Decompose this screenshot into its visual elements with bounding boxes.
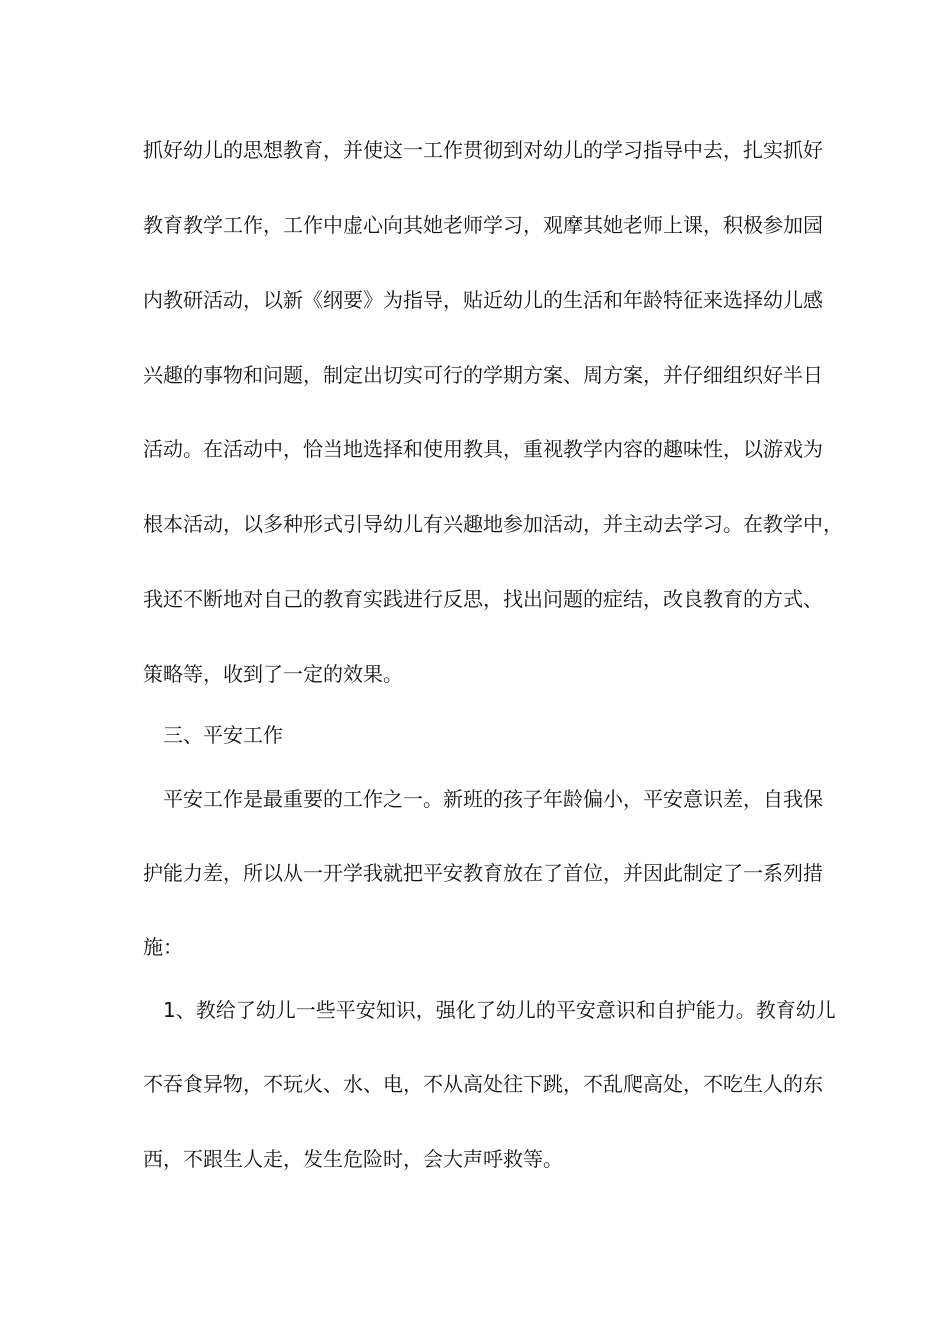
paragraph-line: 策略等，收到了一定的效果。 bbox=[143, 662, 403, 686]
list-item-line: 1、教给了幼儿一些平安知识，强化了幼儿的平安意识和自护能力。教育幼儿 bbox=[163, 998, 836, 1022]
list-item-line: 西，不跟生人走，发生危险时，会大声呼救等。 bbox=[143, 1147, 563, 1171]
list-item-line: 不吞食异物，不玩火、水、电，不从高处往下跳，不乱爬高处，不吃生人的东 bbox=[143, 1072, 823, 1096]
paragraph-line: 护能力差，所以从一开学我就把平安教育放在了首位，并因此制定了一系列措 bbox=[143, 861, 823, 885]
paragraph-line: 施： bbox=[143, 935, 183, 959]
paragraph-line: 教育教学工作，工作中虚心向其她老师学习，观摩其她老师上课，积极参加园 bbox=[143, 213, 823, 237]
paragraph-line: 兴趣的事物和问题，制定出切实可行的学期方案、周方案，并仔细组织好半日 bbox=[143, 363, 823, 387]
paragraph-line: 内教研活动，以新《纲要》为指导，贴近幼儿的生活和年龄特征来选择幼儿感 bbox=[143, 288, 823, 312]
paragraph-line: 我还不断地对自己的教育实践进行反思，找出问题的症结，改良教育的方式、 bbox=[143, 587, 823, 611]
paragraph-line: 抓好幼儿的思想教育，并使这一工作贯彻到对幼儿的学习指导中去，扎实抓好 bbox=[143, 138, 823, 162]
paragraph-line: 平安工作是最重要的工作之一。新班的孩子年龄偏小，平安意识差，自我保 bbox=[163, 787, 823, 811]
section-heading: 三、平安工作 bbox=[163, 723, 283, 747]
paragraph-line: 活动。在活动中，恰当地选择和使用教具，重视教学内容的趣味性，以游戏为 bbox=[143, 437, 823, 461]
paragraph-line: 根本活动，以多种形式引导幼儿有兴趣地参加活动，并主动去学习。在教学中， bbox=[143, 512, 843, 536]
